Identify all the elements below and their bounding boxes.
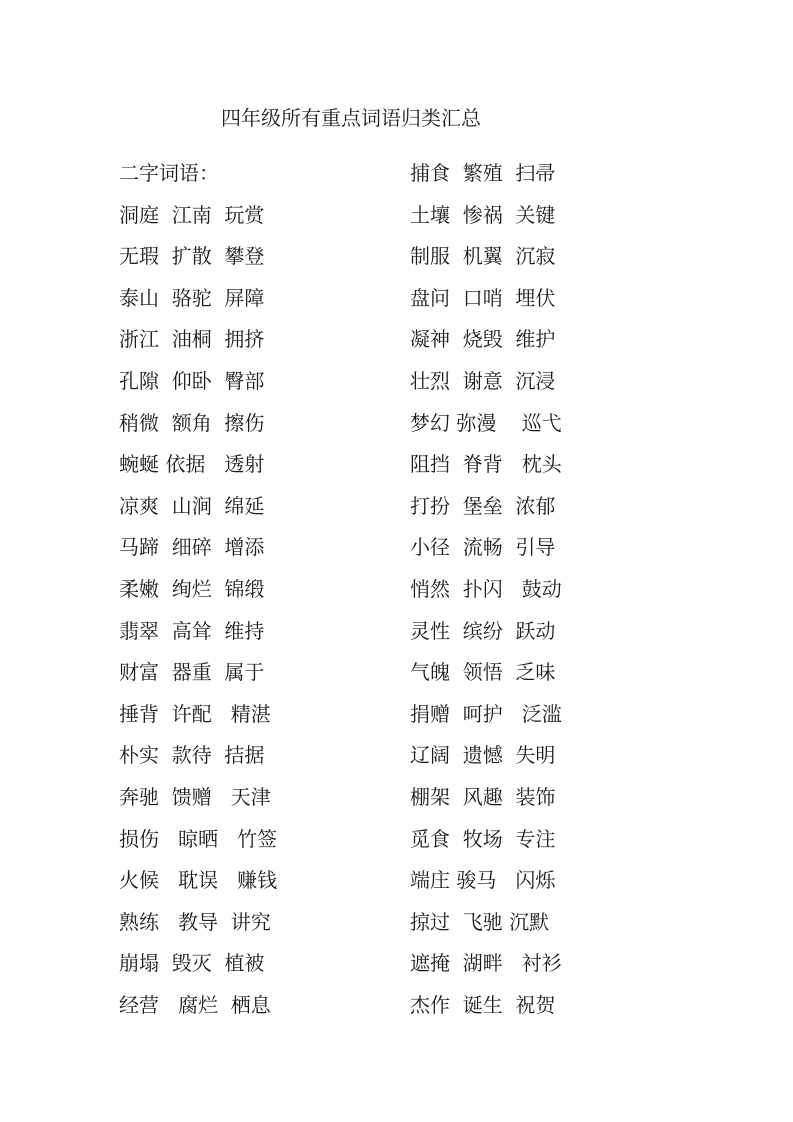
word-line: 经营 腐烂 栖息 xyxy=(119,992,271,1017)
word-line: 洞庭 江南 玩赏 xyxy=(119,202,265,227)
page-title: 四年级所有重点词语归类汇总 xyxy=(221,106,481,130)
word-line: 崩塌 毁灭 植被 xyxy=(119,951,265,976)
word-line: 端庄 骏马 闪烁 xyxy=(410,868,556,893)
word-line: 掠过 飞驰 沉默 xyxy=(410,909,550,934)
word-line: 泰山 骆驼 屏障 xyxy=(119,285,265,310)
word-line: 柔嫩 绚烂 锦缎 xyxy=(119,576,265,601)
left-word-column xyxy=(119,159,277,1032)
word-line: 打扮 堡垒 浓郁 xyxy=(410,493,556,518)
word-line: 财富 器重 属于 xyxy=(119,660,265,685)
word-line: 气魄 领悟 乏味 xyxy=(410,660,556,685)
word-line: 浙江 油桐 拥挤 xyxy=(119,327,265,352)
word-line: 杰作 诞生 祝贺 xyxy=(410,992,556,1017)
word-line: 熟练 教导 讲究 xyxy=(119,909,271,934)
word-line: 孔隙 仰卧 臀部 xyxy=(119,368,265,393)
word-line: 火候 耽误 赚钱 xyxy=(119,868,278,893)
word-line: 觅食 牧场 专注 xyxy=(410,826,556,851)
word-line: 马蹄 细碎 增添 xyxy=(119,535,265,560)
word-line: 土壤 惨祸 关键 xyxy=(410,202,556,227)
word-line: 棚架 风趣 装饰 xyxy=(410,784,556,809)
word-line: 损伤 晾晒 竹签 xyxy=(119,826,278,851)
word-line: 灵性 缤纷 跃动 xyxy=(410,618,556,643)
word-line: 悄然 扑闪 鼓动 xyxy=(410,576,562,601)
word-line: 捶背 许配 精湛 xyxy=(119,701,271,726)
word-line: 凉爽 山涧 绵延 xyxy=(119,493,265,518)
word-line: 制服 机翼 沉寂 xyxy=(410,244,556,269)
word-line: 盘问 口哨 埋伏 xyxy=(410,285,556,310)
word-line: 朴实 款待 拮据 xyxy=(119,743,265,768)
right-word-column xyxy=(410,159,562,1032)
word-line: 遮掩 湖畔 衬衫 xyxy=(410,951,562,976)
word-line: 辽阔 遗憾 失明 xyxy=(410,743,556,768)
word-line: 壮烈 谢意 沉浸 xyxy=(410,368,556,393)
word-line: 凝神 烧毁 维护 xyxy=(410,327,556,352)
word-line: 奔驰 馈赠 天津 xyxy=(119,784,271,809)
section-heading: 二字词语： xyxy=(119,161,219,185)
word-line: 稍微 额角 擦伤 xyxy=(119,410,265,435)
word-line: 无瑕 扩散 攀登 xyxy=(119,244,265,269)
word-line: 翡翠 高耸 维持 xyxy=(119,618,265,643)
word-line: 蜿蜒 依据 透射 xyxy=(119,452,265,477)
word-line: 捐赠 呵护 泛滥 xyxy=(410,701,562,726)
word-line: 阻挡 脊背 枕头 xyxy=(410,452,562,477)
word-line: 小径 流畅 引导 xyxy=(410,535,556,560)
word-line: 捕食 繁殖 扫帚 xyxy=(410,161,556,185)
word-line: 梦幻 弥漫 巡弋 xyxy=(410,410,562,435)
